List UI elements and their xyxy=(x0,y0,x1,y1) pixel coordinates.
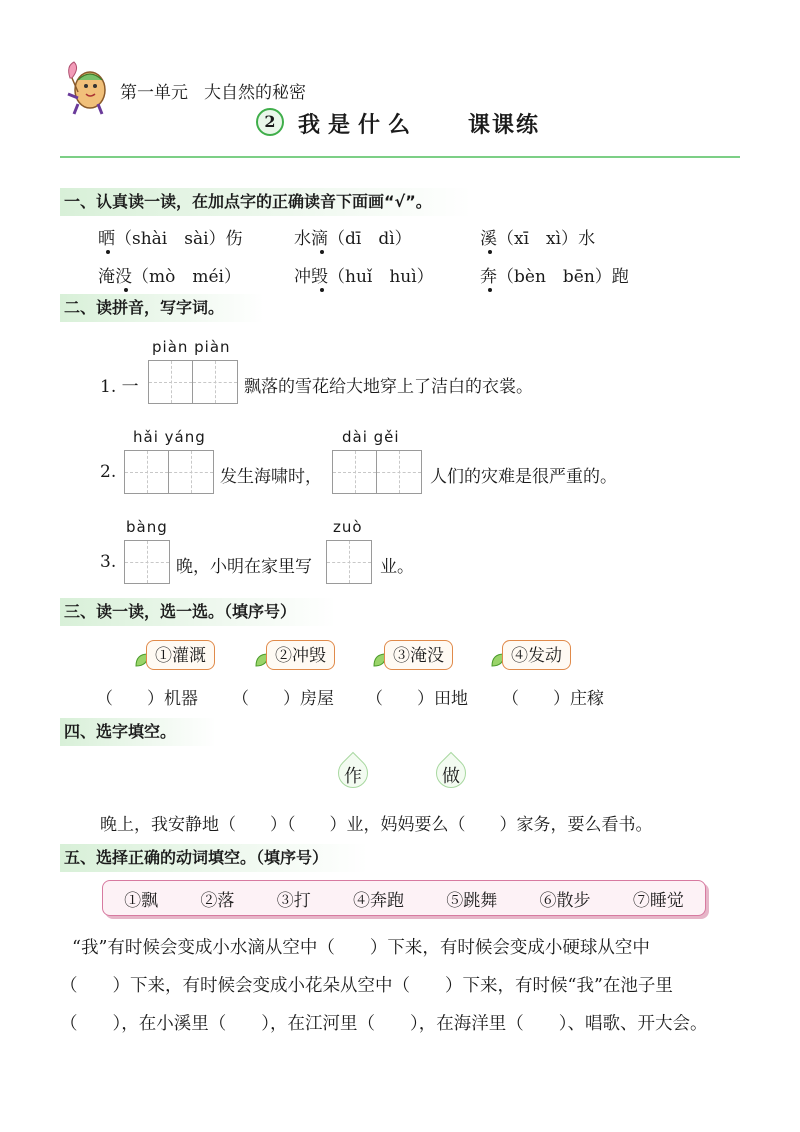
section-3-title: 三、读一读，选一选。（填序号） xyxy=(60,598,336,626)
s5-paragraph-line-1: “我”有时候会变成小水滴从空中（ ）下来，有时候会变成小硬球从空中 xyxy=(72,938,650,958)
s1-item-2: 水滴（dī dì） xyxy=(294,229,412,249)
s3-blank-4[interactable]: （ ）庄稼 xyxy=(502,689,604,709)
word-bank xyxy=(102,880,706,916)
s1-item-5: 冲毁（huǐ huì） xyxy=(294,267,434,287)
q2-number: 2. xyxy=(100,462,117,482)
q3-text-mid: 晚，小明在家里写 xyxy=(176,557,312,577)
s4-sentence: 晚上，我安静地（ ）（ ）业，妈妈要么（ ）家务，要么看书。 xyxy=(100,815,653,835)
section-2-title: 二、读拼音，写字词。 xyxy=(60,294,264,322)
choice-char: 做 xyxy=(442,766,460,787)
q2-text-mid: 发生海啸时， xyxy=(220,467,322,487)
lesson-title: 我是什么 xyxy=(298,112,419,138)
q3-number: 3. xyxy=(100,552,117,572)
emphasis-dot xyxy=(488,288,492,292)
pinyin-label: hǎi yáng xyxy=(133,428,206,446)
s5-paragraph-line-3: （ ），在小溪里（ ），在江河里（ ），在海洋里（ ）、唱歌、开大会。 xyxy=(60,1014,708,1034)
q1-number: 1. 一 xyxy=(100,377,139,397)
s1-item-4: 淹没（mò méi） xyxy=(98,267,241,287)
option-chip: ③淹没 xyxy=(384,640,453,670)
header-divider xyxy=(60,156,740,158)
unit-title: 大自然的秘密 xyxy=(204,83,306,103)
emphasis-dot xyxy=(124,288,128,292)
q2-text-after: 人们的灾难是很严重的。 xyxy=(430,467,617,487)
writing-grid[interactable] xyxy=(148,360,238,404)
q1-text: 飘落的雪花给大地穿上了洁白的衣裳。 xyxy=(244,377,533,397)
s1-item-6: 奔（bèn bēn）跑 xyxy=(480,267,629,287)
unit-label: 第一单元 xyxy=(120,83,188,103)
s1-item-1: 晒（shài sài）伤 xyxy=(98,229,243,249)
choice-char: 作 xyxy=(344,766,362,787)
bank-item: ③打 xyxy=(276,890,311,911)
writing-grid[interactable] xyxy=(124,450,214,494)
section-4-title: 四、选字填空。 xyxy=(60,718,216,746)
s1-item-3: 溪（xī xì）水 xyxy=(480,229,596,249)
section-5-title: 五、选择正确的动词填空。（填序号） xyxy=(60,844,368,872)
s3-blank-2[interactable]: （ ）房屋 xyxy=(232,689,334,709)
option-chip: ②冲毁 xyxy=(266,640,335,670)
pinyin-label: dài gěi xyxy=(342,428,400,446)
s3-blank-3[interactable]: （ ）田地 xyxy=(366,689,468,709)
lesson-subtitle: 课课练 xyxy=(468,112,541,138)
pinyin-label: bàng xyxy=(126,518,168,536)
pinyin-label: piàn piàn xyxy=(152,338,231,356)
unit-heading xyxy=(120,78,306,103)
emphasis-dot xyxy=(320,288,324,292)
s3-blank-1[interactable]: （ ）机器 xyxy=(96,689,198,709)
bank-item: ⑤跳舞 xyxy=(446,890,498,911)
option-chip: ④发动 xyxy=(502,640,571,670)
bank-item: ①飘 xyxy=(124,890,159,911)
bank-item: ⑦睡觉 xyxy=(632,890,684,911)
s5-paragraph-line-2: （ ）下来，有时候会变成小花朵从空中（ ）下来，有时候“我”在池子里 xyxy=(60,976,673,996)
bank-item: ②落 xyxy=(200,890,235,911)
bank-item: ④奔跑 xyxy=(352,890,404,911)
q3-text-after: 业。 xyxy=(380,557,414,577)
emphasis-dot xyxy=(106,250,110,254)
writing-grid[interactable] xyxy=(326,540,372,584)
lesson-number-badge: 2 xyxy=(256,108,284,136)
pinyin-label: zuò xyxy=(333,518,363,536)
emphasis-dot xyxy=(320,250,324,254)
writing-grid[interactable] xyxy=(332,450,422,494)
section-1-title: 一、认真读一读，在加点字的正确读音下面画“√”。 xyxy=(60,188,472,216)
bank-item: ⑥散步 xyxy=(539,890,591,911)
emphasis-dot xyxy=(488,250,492,254)
option-chip: ①灌溉 xyxy=(146,640,215,670)
mascot-illustration xyxy=(58,58,114,116)
writing-grid[interactable] xyxy=(124,540,170,584)
